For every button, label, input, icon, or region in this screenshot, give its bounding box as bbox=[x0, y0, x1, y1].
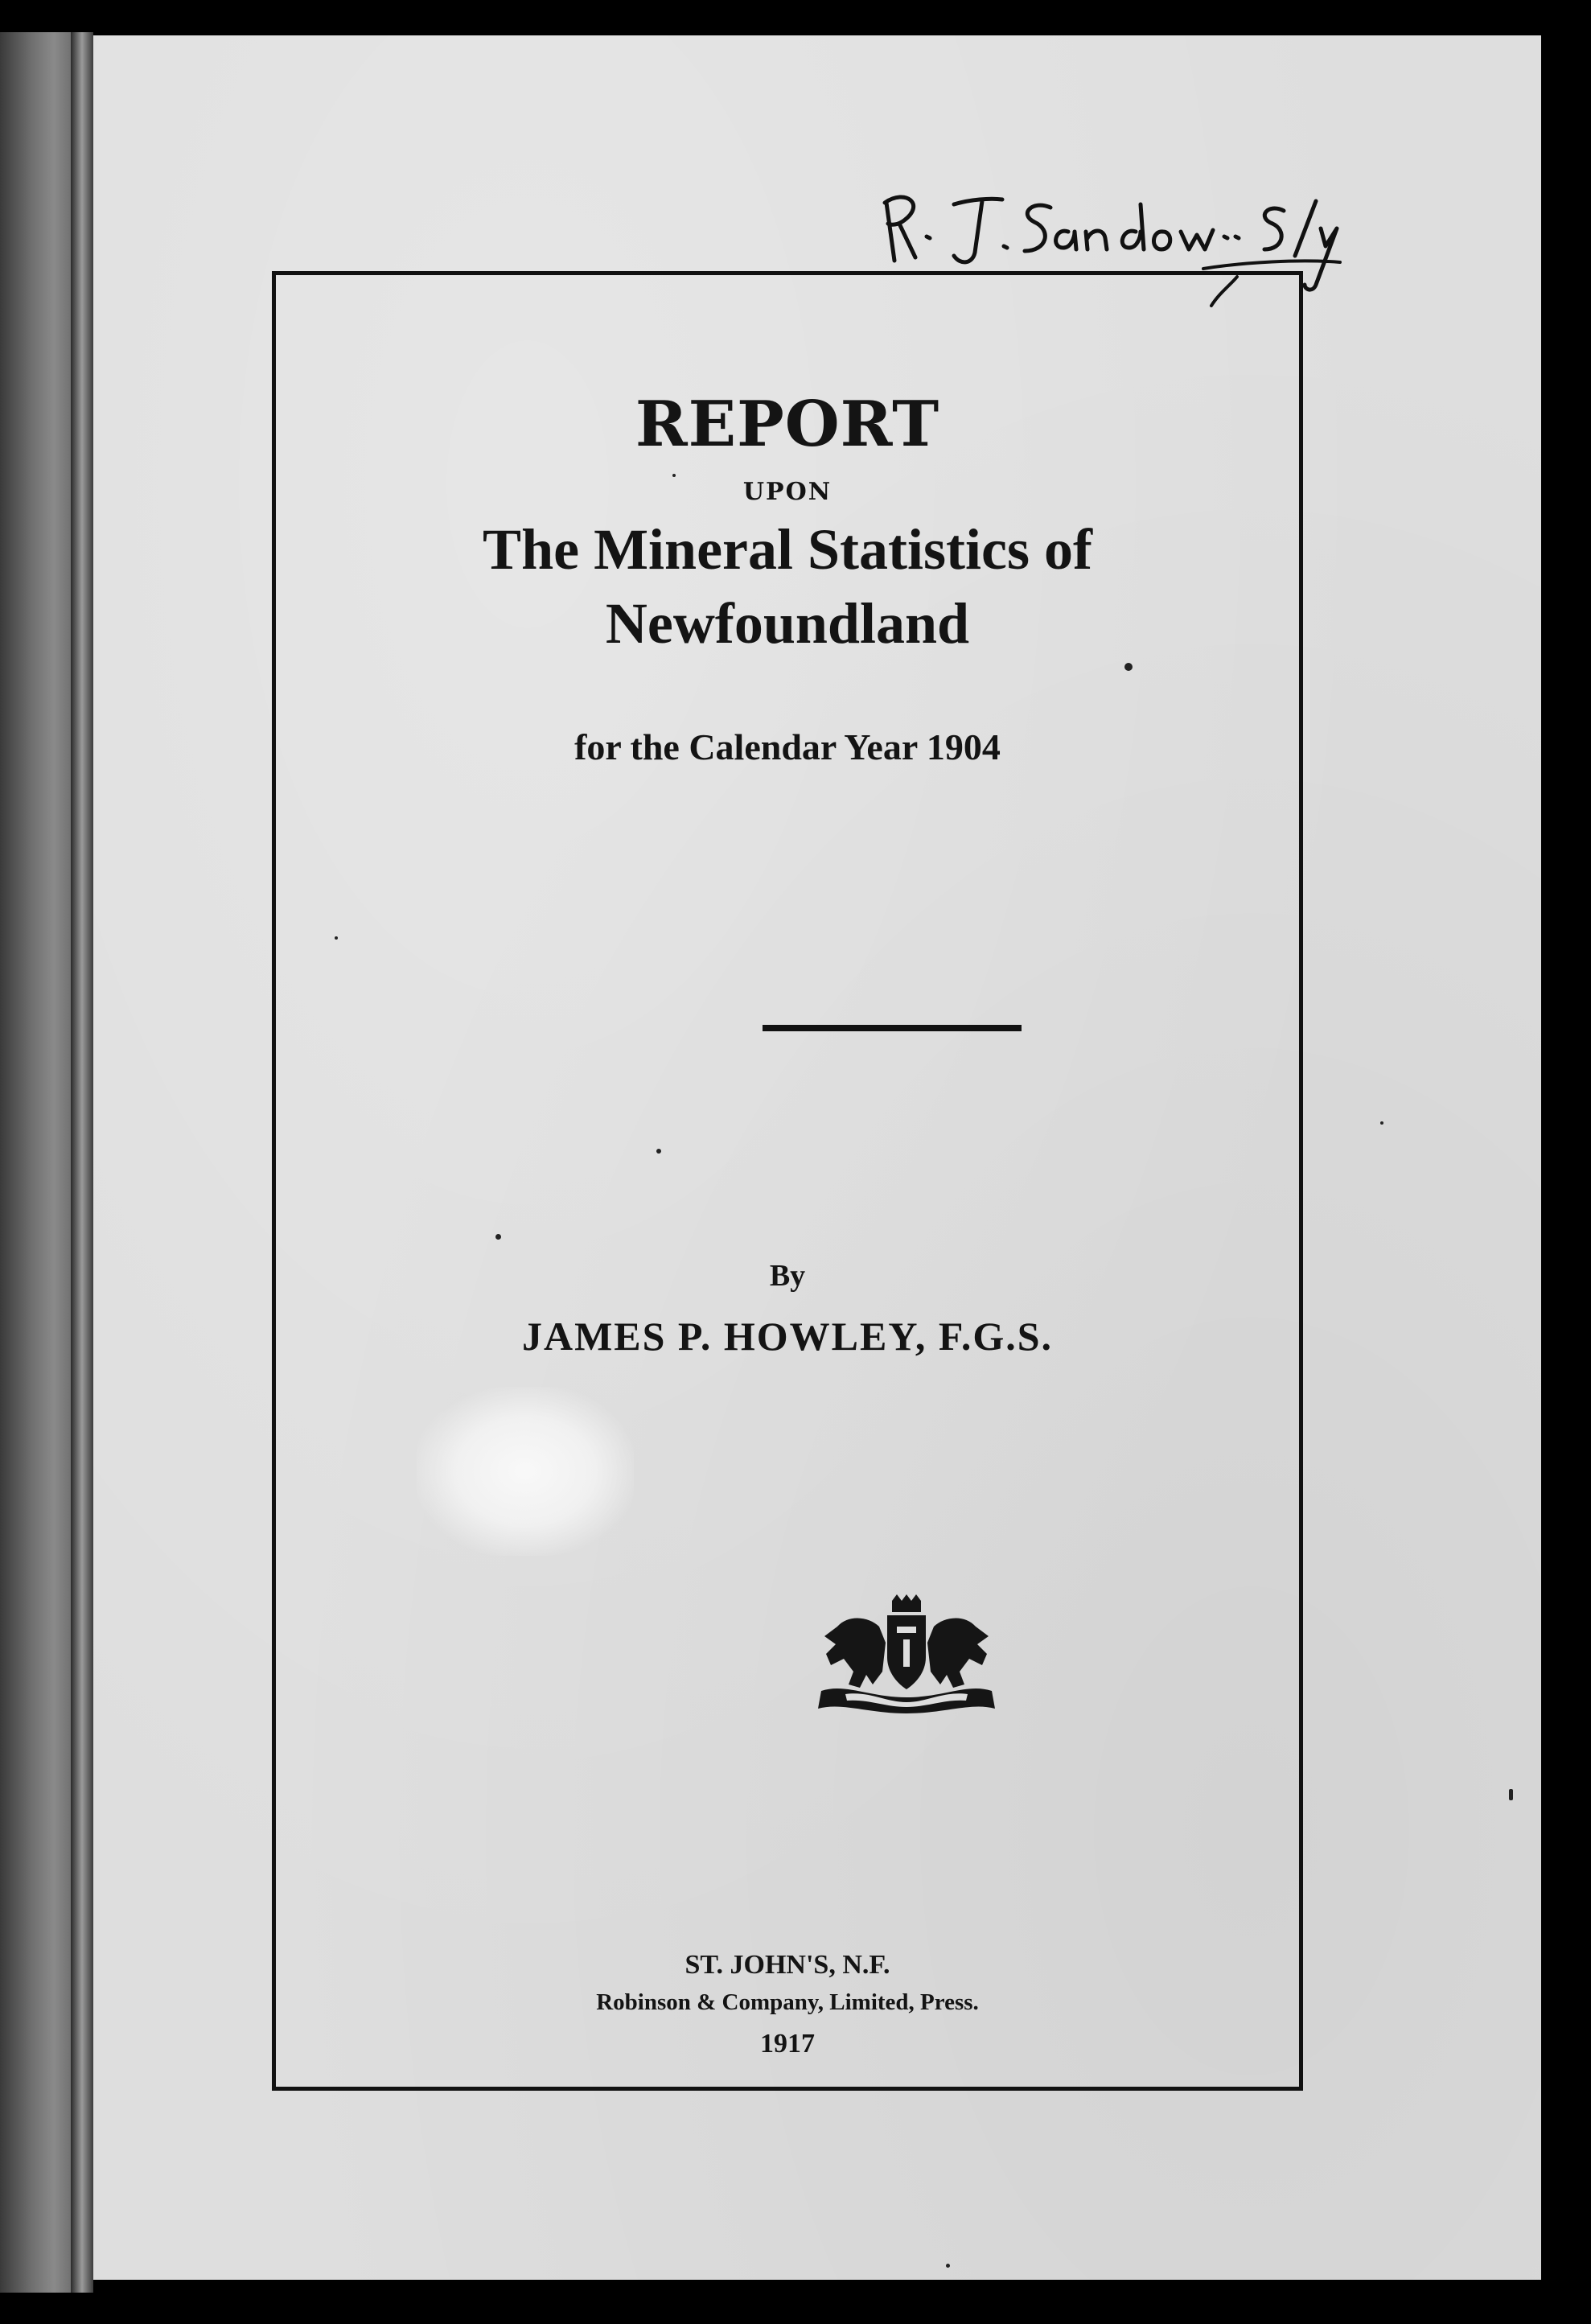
main-title-line-2: Newfoundland bbox=[605, 591, 970, 656]
printed-border-frame bbox=[272, 271, 1303, 2091]
paper-stain bbox=[417, 1387, 634, 1556]
title-upon: UPON bbox=[742, 478, 832, 506]
paper-speck bbox=[946, 2264, 950, 2268]
paper-speck bbox=[335, 936, 338, 940]
paper-speck bbox=[672, 474, 676, 477]
imprint-place: ST. JOHN'S, N.F. bbox=[684, 1950, 890, 1980]
horizontal-rule bbox=[763, 1025, 1022, 1031]
paper-speck bbox=[1509, 1789, 1513, 1800]
subtitle-calendar-year: for the Calendar Year 1904 bbox=[574, 726, 1001, 767]
paper-speck bbox=[1380, 1121, 1383, 1125]
binding-edge bbox=[71, 32, 93, 2293]
title-report: REPORT bbox=[635, 388, 940, 461]
imprint-publisher: Robinson & Company, Limited, Press. bbox=[596, 1989, 979, 2015]
paper-speck bbox=[1124, 663, 1133, 671]
paper-speck bbox=[495, 1234, 501, 1240]
title-page bbox=[93, 35, 1541, 2280]
main-title-line-1: The Mineral Statistics of bbox=[483, 517, 1092, 582]
paper-speck bbox=[656, 1149, 661, 1154]
author-name: JAMES P. HOWLEY, F.G.S. bbox=[521, 1314, 1054, 1359]
coat-of-arms-icon bbox=[813, 1594, 1000, 1717]
imprint-year: 1917 bbox=[760, 2029, 815, 2059]
byline-by: By bbox=[769, 1259, 806, 1293]
